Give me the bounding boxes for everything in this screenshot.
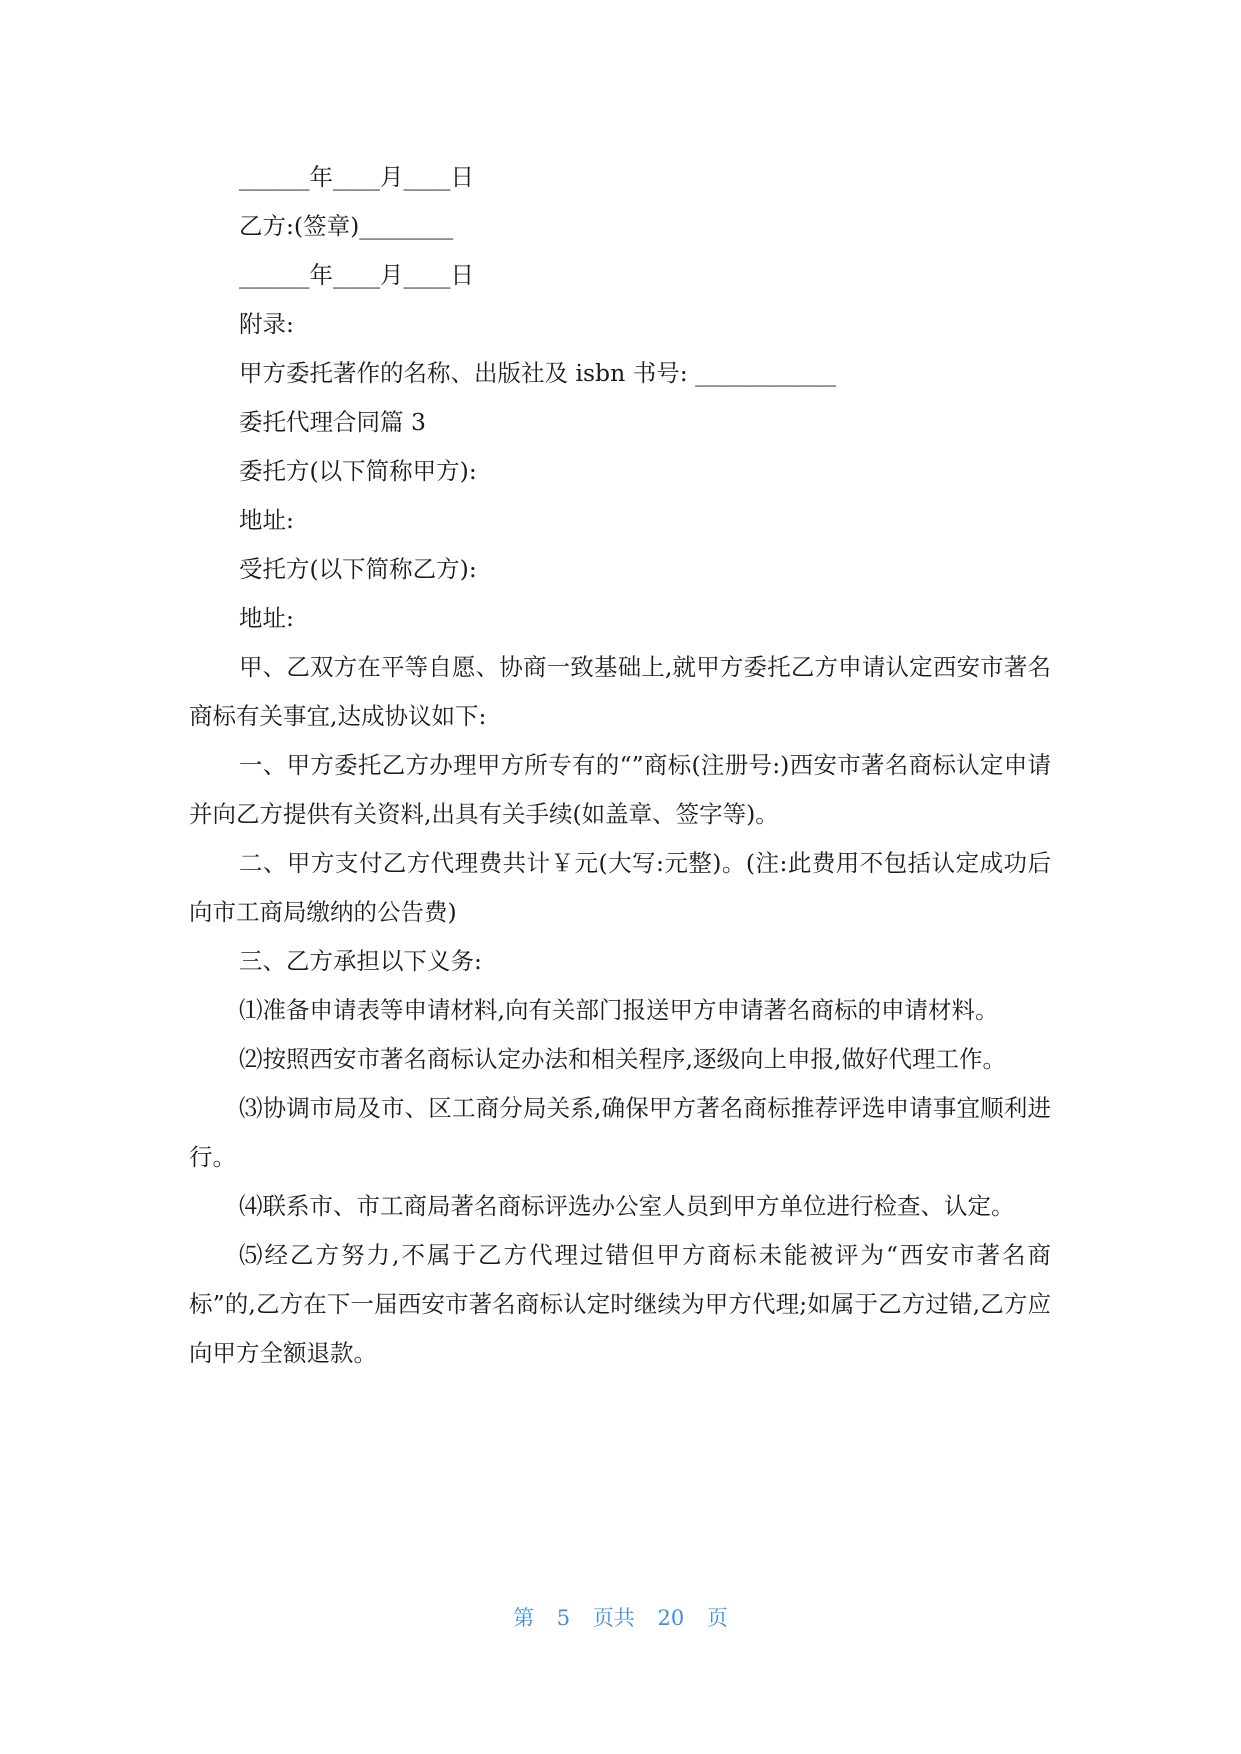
footer-prefix: 第 <box>513 1606 535 1630</box>
contract-title: 委托代理合同篇 3 <box>239 408 426 436</box>
principal-party: 委托方(以下简称甲方): <box>239 457 477 485</box>
clause-3: 三、乙方承担以下义务: <box>239 947 482 975</box>
duty-2: ⑵按照西安市著名商标认定办法和相关程序,逐级向上申报,做好代理工作。 <box>239 1045 1006 1073</box>
date-line: ______年____月____日 <box>239 261 474 289</box>
page-footer <box>0 1602 1241 1632</box>
document-body <box>189 153 1051 1378</box>
agent-party: 受托方(以下简称乙方): <box>239 555 477 583</box>
agent-address: 地址: <box>239 604 294 632</box>
footer-page-number: 5 <box>556 1606 571 1630</box>
appendix-label: 附录: <box>239 310 294 338</box>
party-b-signature: 乙方:(签章)________ <box>239 212 454 240</box>
footer-suffix: 页 <box>706 1606 728 1630</box>
principal-address: 地址: <box>239 506 294 534</box>
duty-1: ⑴准备申请表等申请材料,向有关部门报送甲方申请著名商标的申请材料。 <box>239 996 999 1024</box>
clause-1: 一、甲方委托乙方办理甲方所专有的“”商标(注册号:)西安市著名商标认定申请并向乙方提供有关资料,出具有关手续(如盖章、签字等)。 <box>189 751 1051 828</box>
appendix-isbn-line: 甲方委托著作的名称、出版社及 isbn 书号: ____________ <box>239 359 837 387</box>
date-line: ______年____月____日 <box>239 163 474 191</box>
footer-middle: 页共 <box>592 1606 635 1630</box>
duty-3: ⑶协调市局及市、区工商分局关系,确保甲方著名商标推荐评选申请事宜顺利进行。 <box>189 1094 1051 1171</box>
clause-2: 二、甲方支付乙方代理费共计￥元(大写:元整)。(注:此费用不包括认定成功后向市工商局缴纳的公告费) <box>189 849 1051 926</box>
footer-total-pages: 20 <box>657 1606 685 1630</box>
intro-paragraph: 甲、乙双方在平等自愿、协商一致基础上,就甲方委托乙方申请认定西安市著名商标有关事宜,达成协议如下: <box>189 653 1051 730</box>
duty-4: ⑷联系市、市工商局著名商标评选办公室人员到甲方单位进行检查、认定。 <box>239 1192 1015 1220</box>
duty-5: ⑸经乙方努力,不属于乙方代理过错但甲方商标未能被评为“西安市著名商标”的,乙方在下一届西安市著名商标认定时继续为甲方代理;如属于乙方过错,乙方应向甲方全额退款。 <box>189 1241 1051 1367</box>
